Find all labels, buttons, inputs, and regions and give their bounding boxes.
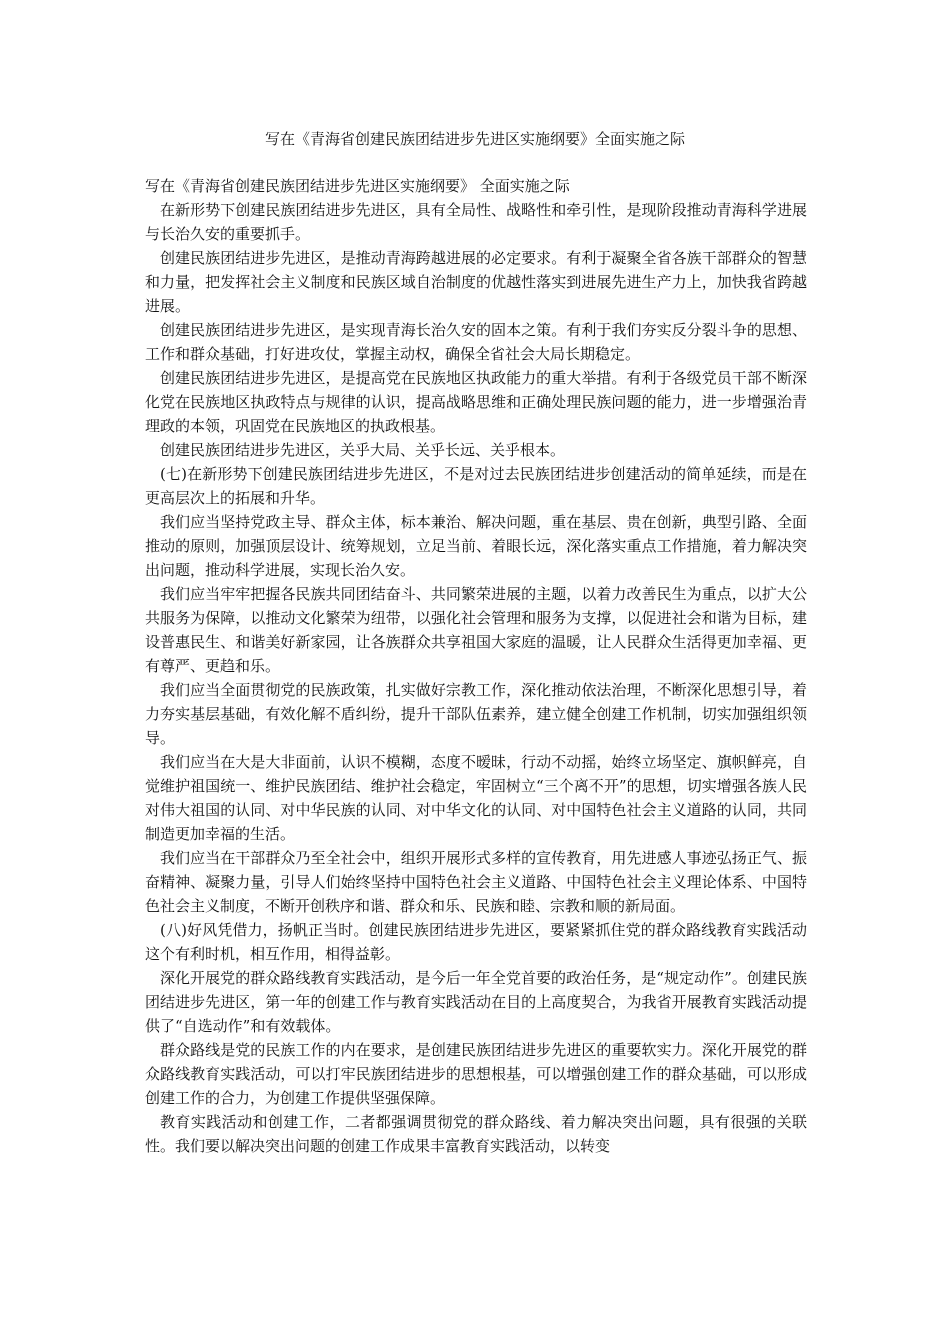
paragraph: 我们应当在干部群众乃至全社会中，组织开展形式多样的宣传教育，用先进感人事迹弘扬正气、振奋精神、凝聚力量，引导人们始终坚持中国特色社会主义道路、中国特色社会主义理论体系、中国特色社会主义制度，不断开创秩序和谐、群众和乐、民族和睦、宗教和顺的新局面。 [145, 849, 807, 915]
paragraph: 教育实践活动和创建工作，二者都强调贯彻党的群众路线、着力解决突出问题，具有很强的关联性。我们要以解决突出问题的创建工作成果丰富教育实践活动，以转变 [145, 1113, 807, 1155]
document-subtitle: 写在《青海省创建民族团结进步先进区实施纲要》 全面实施之际 [145, 177, 570, 195]
paragraph: 我们应当在大是大非面前，认识不模糊，态度不暧昧，行动不动摇，始终立场坚定、旗帜鲜亮，自觉维护祖国统一、维护民族团结、维护社会稳定，牢固树立“三个离不开”的思想，切实增强各族人民对伟大祖国的认同、对中华民族的认同、对中华文化的认同、对中国特色社会主义道路的认同，共同制造更加幸福的生活。 [145, 753, 807, 843]
paragraph: 创建民族团结进步先进区，关乎大局、关乎长远、关乎根本。 [160, 441, 566, 459]
paragraph: 创建民族团结进步先进区，是推动青海跨越进展的必定要求。有利于凝聚全省各族干部群众的智慧和力量，把发挥社会主义制度和民族区域自治制度的优越性落实到进展先进生产力上，加快我省跨越进展。 [145, 249, 807, 315]
document-body [145, 174, 807, 1158]
paragraph: 我们应当坚持党政主导、群众主体，标本兼治、解决问题，重在基层、贵在创新，典型引路、全面推动的原则，加强顶层设计、统筹规划，立足当前、着眼长远，深化落实重点工作措施，着力解决突出问题，推动科学进展，实现长治久安。 [145, 513, 807, 579]
paragraph: 创建民族团结进步先进区，是提高党在民族地区执政能力的重大举措。有利于各级党员干部不断深化党在民族地区执政特点与规律的认识，提高战略思维和正确处理民族问题的能力，进一步增强治青理政的本领，巩固党在民族地区的执政根基。 [145, 369, 807, 435]
paragraph: 我们应当牢牢把握各民族共同团结奋斗、共同繁荣进展的主题，以着力改善民生为重点，以扩大公共服务为保障，以推动文化繁荣为纽带，以强化社会管理和服务为支撑，以促进社会和谐为目标，建设普惠民生、和谐美好新家园，让各族群众共享祖国大家庭的温暖，让人民群众生活得更加幸福、更有尊严、更趋和乐。 [145, 585, 807, 675]
paragraph: (八)好风凭借力，扬帆正当时。创建民族团结进步先进区，要紧紧抓住党的群众路线教育实践活动这个有利时机，相互作用，相得益彰。 [145, 921, 807, 963]
document-title: 写在《青海省创建民族团结进步先进区实施纲要》全面实施之际 [264, 130, 685, 148]
paragraph: 深化开展党的群众路线教育实践活动，是今后一年全党首要的政治任务，是“规定动作”。创建民族团结进步先进区，第一年的创建工作与教育实践活动在目的上高度契合，为我省开展教育实践活动提供了“自选动作”和有效载体。 [145, 969, 807, 1035]
paragraph: 群众路线是党的民族工作的内在要求，是创建民族团结进步先进区的重要软实力。深化开展党的群众路线教育实践活动，可以打牢民族团结进步的思想根基，可以增强创建工作的群众基础，可以形成创建工作的合力，为创建工作提供坚强保障。 [145, 1041, 807, 1107]
paragraph: 我们应当全面贯彻党的民族政策，扎实做好宗教工作，深化推动依法治理，不断深化思想引导，着力夯实基层基础，有效化解不盾纠纷，提升干部队伍素养，建立健全创建工作机制，切实加强组织领导。 [145, 681, 807, 747]
paragraph: (七)在新形势下创建民族团结进步先进区，不是对过去民族团结进步创建活动的简单延续，而是在更高层次上的拓展和升华。 [145, 465, 807, 507]
paragraph: 创建民族团结进步先进区，是实现青海长治久安的固本之策。有利于我们夯实反分裂斗争的思想、工作和群众基础，打好进攻仗，掌握主动权，确保全省社会大局长期稳定。 [145, 321, 807, 363]
paragraph: 在新形势下创建民族团结进步先进区，具有全局性、战略性和牵引性，是现阶段推动青海科学进展与长治久安的重要抓手。 [145, 201, 807, 243]
